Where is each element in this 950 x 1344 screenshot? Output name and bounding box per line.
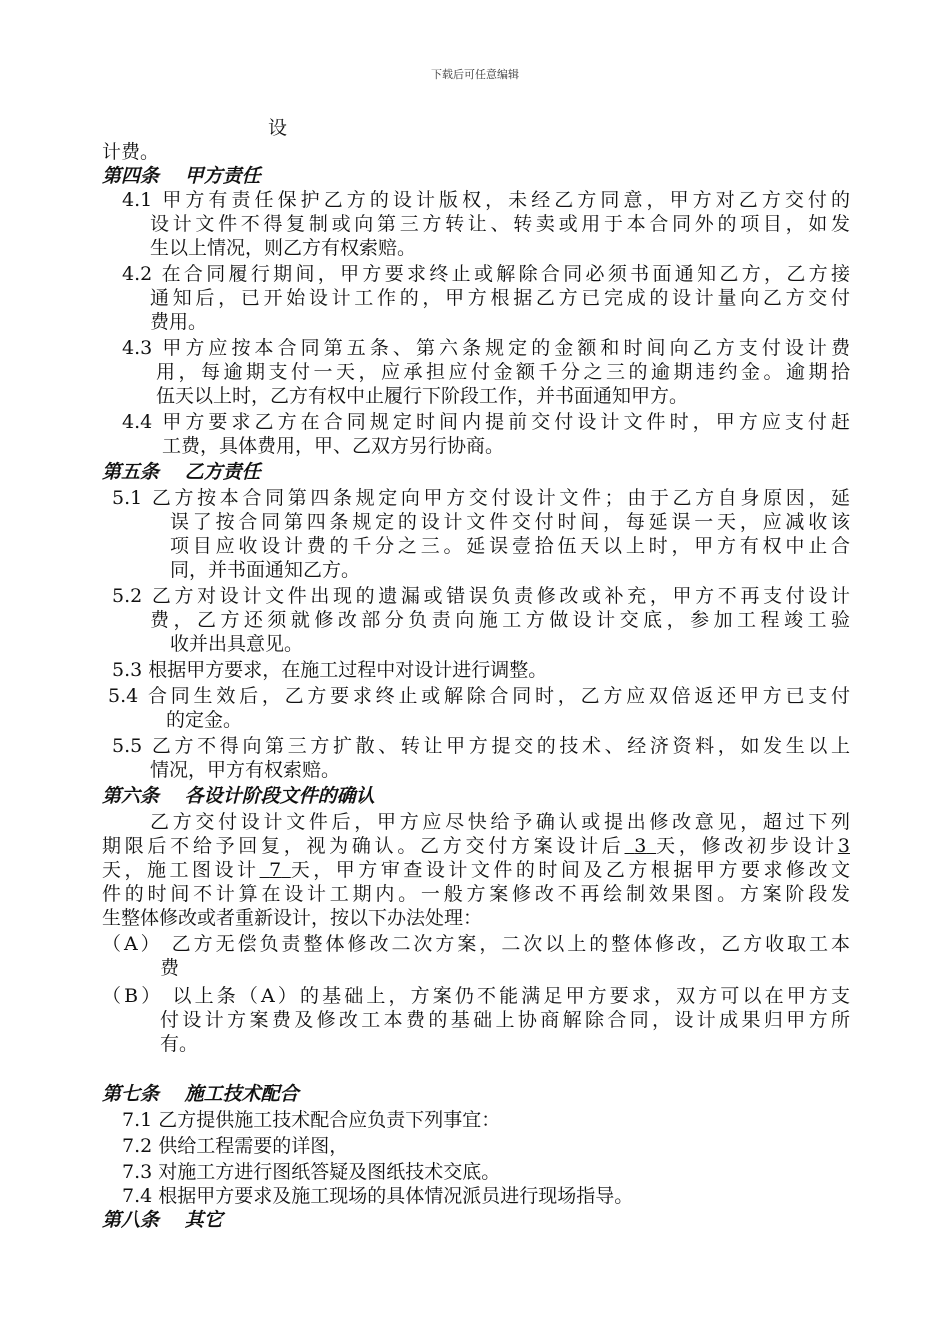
article-4-heading: 第四条 甲方责任 [102,165,261,187]
days-scheme: 3 [634,835,647,857]
page-header: 下载后可任意编辑 [431,68,519,81]
art4-p1-line1: 4.1 甲方有责任保护乙方的设计版权，未经乙方同意，甲方对乙方交付的 [122,189,850,211]
fragment-end: 计费。 [102,141,160,163]
art5-p5-line1: 5.5 乙方不得向第三方扩散、转让甲方提交的技术、经济资料，如发生以上 [112,735,850,757]
art4-p4-line1: 4.4 甲方要求乙方在合同规定时间内提前交付设计文件时，甲方应支付赶 [122,411,850,433]
art6-line5: 生整体修改或者重新设计，按以下办法处理： [102,907,483,929]
art5-p5-line2: 情况，甲方有权索赔。 [150,759,341,781]
article-6-heading: 第六条 各设计阶段文件的确认 [102,785,375,807]
art4-p1-line2: 设计文件不得复制或向第三方转让、转卖或用于本合同外的项目，如发 [150,213,850,235]
art4-p1-line3: 生以上情况，则乙方有权索赔。 [150,237,417,259]
art6-line3: 天，施工图设计 7 天，甲方审查设计文件的时间及乙方根据甲方要求修改文 [102,859,850,881]
art6-a-line1: （A） 乙方无偿负责整体修改二次方案，二次以上的整体修改，乙方收取工本 [102,933,850,955]
art4-p4-line2: 工费，具体费用，甲、乙双方另行协商。 [162,435,505,457]
art4-p3-line2: 用，每逾期支付一天，应承担应付金额千分之三的逾期违约金。逾期拾 [156,361,850,383]
art7-item-1: 7.1 乙方提供施工技术配合应负责下列事宜： [122,1109,501,1131]
fragment-top: 设 [268,117,288,139]
art5-p1-line4: 同，并书面通知乙方。 [170,559,361,581]
art5-p1-line2: 误了按合同第四条规定的设计文件交付时间，每延误一天，应减收该 [170,511,850,533]
art4-p3-line3: 伍天以上时，乙方有权中止履行下阶段工作，并书面通知甲方。 [156,385,689,407]
art5-p4-line1: 5.4 合同生效后，乙方要求终止或解除合同时，乙方应双倍返还甲方已支付 [108,685,850,707]
art4-p2-line2: 通知后，已开始设计工作的，甲方根据乙方已完成的设计量向乙方交付 [150,287,850,309]
art6-line1: 乙方交付设计文件后，甲方应尽快给予确认或提出修改意见，超过下列 [150,811,850,833]
art6-line2: 期限后不给予回复，视为确认。乙方交付方案设计后 3 天，修改初步设计3 [102,835,850,857]
art6-b-line1: （B） 以上条（A）的基础上，方案仍不能满足甲方要求，双方可以在甲方支 [102,985,850,1007]
article-7-heading: 第七条 施工技术配合 [102,1083,299,1105]
art7-item-2: 7.2 供给工程需要的详图， [122,1135,349,1157]
article-8-heading: 第八条 其它 [102,1209,223,1231]
art4-p2-line1: 4.2 在合同履行期间，甲方要求终止或解除合同必须书面通知乙方，乙方接 [122,263,850,285]
art5-p2-line1: 5.2 乙方对设计文件出现的遗漏或错误负责修改或补充，甲方不再支付设计 [112,585,850,607]
art5-p2-line2: 费，乙方还须就修改部分负责向施工方做设计交底，参加工程竣工验 [150,609,850,631]
art6-b-line3: 有。 [160,1033,199,1055]
art5-p4-line2: 的定金。 [166,709,243,731]
art6-line4: 件的时间不计算在设计工期内。一般方案修改不再绘制效果图。方案阶段发 [102,883,850,905]
art7-item-4: 7.4 根据甲方要求及施工现场的具体情况派员进行现场指导。 [122,1185,634,1207]
art5-p1-line1: 5.1 乙方按本合同第四条规定向甲方交付设计文件；由于乙方自身原因，延 [112,487,850,509]
art6-a-line2: 费 [160,957,180,979]
days-preliminary: 3 [837,835,850,857]
art4-p3-line1: 4.3 甲方应按本合同第五条、第六条规定的金额和时间向乙方支付设计费 [122,337,850,359]
days-construction: 7 [269,859,282,881]
art5-p1-line3: 项目应收设计费的千分之三。延误壹拾伍天以上时，甲方有权中止合 [170,535,850,557]
article-5-heading: 第五条 乙方责任 [102,461,261,483]
art4-p2-line3: 费用。 [150,311,208,333]
art7-item-3: 7.3 对施工方进行图纸答疑及图纸技术交底。 [122,1161,501,1183]
art5-p3-line1: 5.3 根据甲方要求，在施工过程中对设计进行调整。 [112,659,548,681]
art6-b-line2: 付设计方案费及修改工本费的基础上协商解除合同，设计成果归甲方所 [160,1009,850,1031]
art5-p2-line3: 收并出具意见。 [170,633,304,655]
